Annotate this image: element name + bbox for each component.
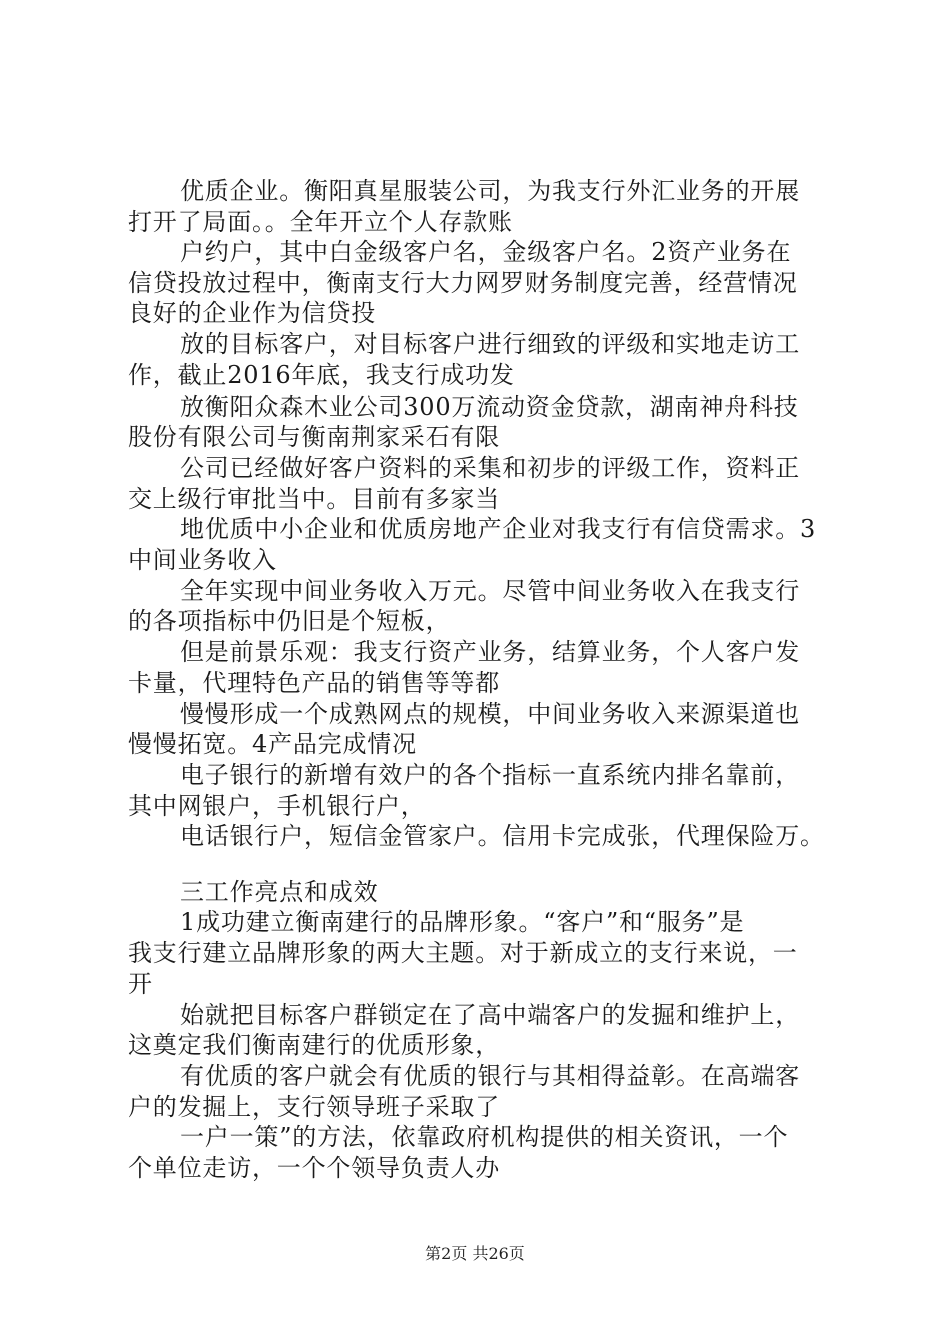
text-line: 电子银行的新增有效户的各个指标一直系统内排名靠前， xyxy=(180,761,800,789)
text-line: 优质企业。衡阳真星服装公司，为我支行外汇业务的开展 xyxy=(180,177,800,205)
text-line: 其中网银户，手机银行户， xyxy=(128,792,426,820)
text-line: 的各项指标中仍旧是个短板， xyxy=(128,607,451,635)
text-line: 中间业务收入 xyxy=(128,546,277,574)
text-line: 全年实现中间业务收入万元。尽管中间业务收入在我支行 xyxy=(180,577,800,605)
text-line: 我支行建立品牌形象的两大主题。对于新成立的支行来说，一 xyxy=(128,939,798,967)
text-line: 慢慢拓宽。4产品完成情况 xyxy=(128,730,417,758)
text-line: 户的发掘上，支行领导班子采取了 xyxy=(128,1093,500,1121)
text-line: 良好的企业作为信贷投 xyxy=(128,299,376,327)
text-line: 户约户，其中白金级客户名，金级客户名。2资产业务在 xyxy=(180,238,792,266)
text-line: 始就把目标客户群锁定在了高中端客户的发掘和维护上， xyxy=(180,1001,800,1029)
text-line: 慢慢形成一个成熟网点的规模，中间业务收入来源渠道也 xyxy=(180,700,800,728)
text-line: 信贷投放过程中，衡南支行大力网罗财务制度完善，经营情况 xyxy=(128,269,798,297)
text-line: 这奠定我们衡南建行的优质形象， xyxy=(128,1031,500,1059)
text-line: 股份有限公司与衡南荆家采石有限 xyxy=(128,423,500,451)
text-line: 放的目标客户，对目标客户进行细致的评级和实地走访工 xyxy=(180,330,800,358)
text-line: 电话银行户，短信金管家户。信用卡完成张，代理保险万。 xyxy=(180,822,825,850)
text-line: 公司已经做好客户资料的采集和初步的评级工作，资料正 xyxy=(180,454,800,482)
text-line: 放衡阳众森木业公司300万流动资金贷款，湖南神舟科技 xyxy=(180,393,799,421)
text-line: 有优质的客户就会有优质的银行与其相得益彰。在高端客 xyxy=(180,1062,800,1090)
page-number: 第2页 共26页 xyxy=(425,1244,525,1263)
text-line: 作，截止2016年底，我支行成功发 xyxy=(128,361,515,389)
text-line: 1成功建立衡南建行的品牌形象。“客户”和“服务”是 xyxy=(180,908,745,936)
text-line: 打开了局面。。全年开立个人存款账 xyxy=(128,208,513,236)
text-line: 开 xyxy=(128,970,153,998)
text-line: 个单位走访，一个个领导负责人办 xyxy=(128,1154,500,1182)
text-line: 交上级行审批当中。目前有多家当 xyxy=(128,485,500,513)
text-line: 但是前景乐观：我支行资产业务，结算业务，个人客户发 xyxy=(180,638,800,666)
text-line: 一户一策”的方法，依靠政府机构提供的相关资讯，一个 xyxy=(180,1123,789,1151)
text-line: 地优质中小企业和优质房地产企业对我支行有信贷需求。3 xyxy=(180,515,817,543)
text-line: 卡量，代理特色产品的销售等等都 xyxy=(128,669,500,697)
section-heading: 三工作亮点和成效 xyxy=(180,878,379,906)
